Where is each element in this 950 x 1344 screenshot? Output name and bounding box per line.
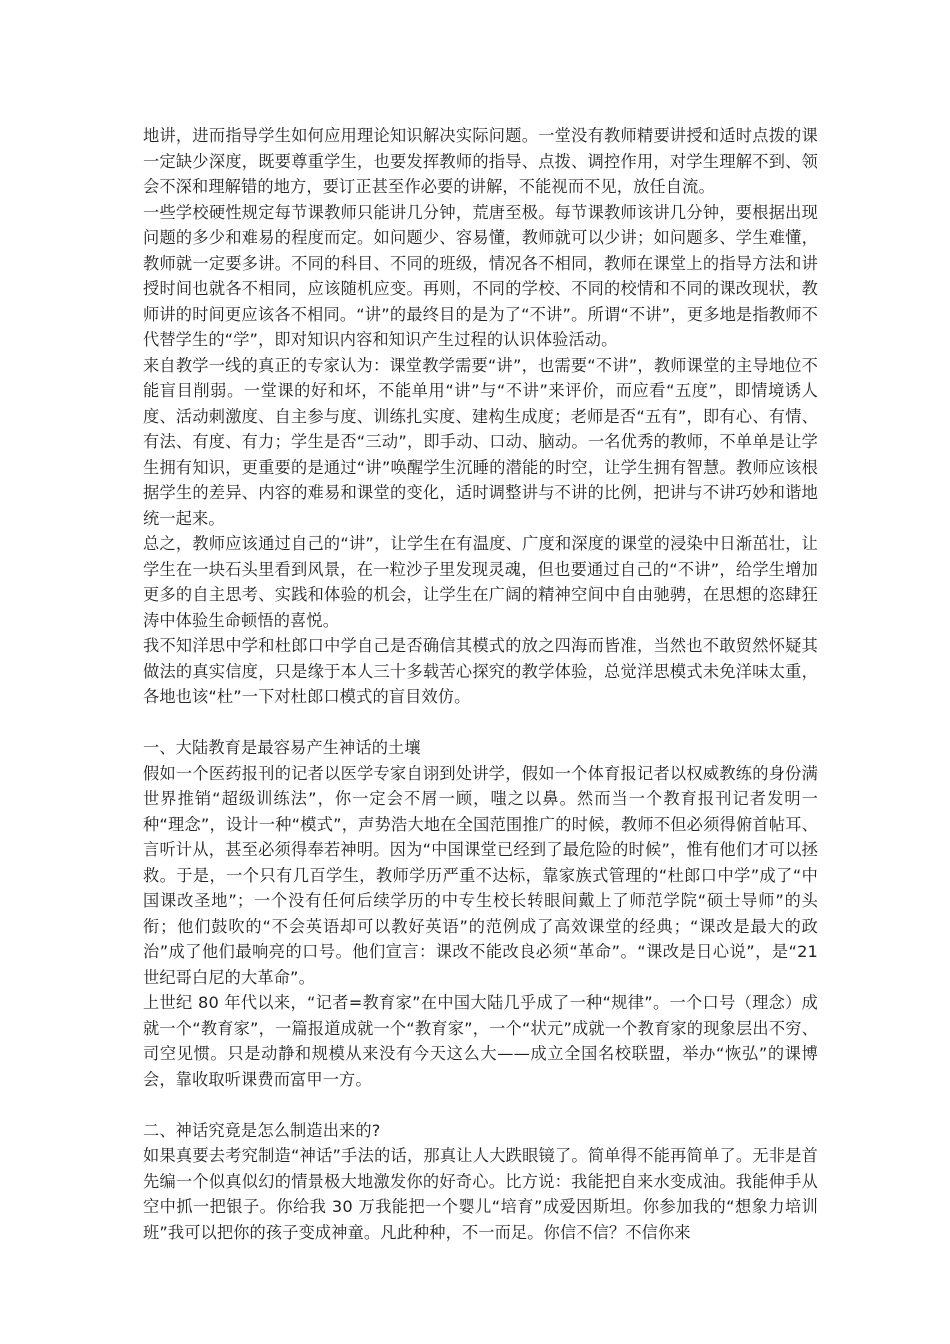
- paragraph-journalist-educator: 上世纪 80 年代以来，“记者=教育家”在中国大陆几乎成了一种“规律”。一个口号（理念）成就一个“教育家”，一篇报道成就一个“教育家”，一个“状元”成就一个教育家的现象层出不穷、司空见惯。只是动静和规模从来没有今天这么大——成立全国名校联盟，举办“恢弘”的课博会，靠收取听课费而富甲一方。: [143, 993, 818, 1089]
- paragraph-model-doubt: 我不知洋思中学和杜郎口中学自己是否确信其模式的放之四海而皆准，当然也不敢贸然怀疑其做法的真实信度，只是缘于本人三十多载苦心探究的教学体验，总觉洋思模式未免洋味太重，各地也该“杜”一下对杜郎口模式的盲目效仿。: [143, 636, 818, 706]
- paragraph-myth-making: 如果真要去考究制造“神话”手法的话，那真让人大跌眼镜了。简单得不能再简单了。无非是首先编一个似真似幻的情景极大地激发你的好奇心。比方说：我能把自来水变成油。我能伸手从空中抓一把银子。你给我 30 万我能把一个婴儿“培育”成爱因斯坦。你参加我的“想象力培训班”我可以把你的孩子变成神童。凡此种种，不一而足。你信不信？不信你来: [143, 1146, 818, 1242]
- section-spacer: [143, 710, 818, 736]
- paragraph-conclusion: 总之，教师应该通过自己的“讲”，让学生在有温度、广度和深度的课堂的浸染中日渐茁壮，让学生在一块石头里看到风景，在一粒沙子里发现灵魂，但也要通过自己的“不讲”，给学生增加更多的自主思考、实践和体验的机会，让学生在广阔的精神空间中自由驰骋，在思想的恣肆狂涛中体验生命顿悟的喜悦。: [143, 534, 818, 630]
- section-heading-2: 二、神话究竟是怎么制造出来的?: [143, 1120, 381, 1140]
- paragraph-lecture-time: 一些学校硬性规定每节课教师只能讲几分钟，荒唐至极。每节课教师该讲几分钟，要根据出现问题的多少和难易的程度而定。如问题少、容易懂，教师就可以少讲；如问题多、学生难懂，教师就一定要多讲。不同的科目、不同的班级，情况各不相同，教师在课堂上的指导方法和讲授时间也就各不相同，应该随机应变。再则，不同的学校、不同的校情和不同的课改现状，教师讲的时间更应该各不相同。“讲”的最终目的是为了“不讲”。所谓“不讲”，更多地是指教师不代替学生的“学”，即对知识内容和知识产生过程的认识体验活动。: [143, 202, 818, 349]
- paragraph-journalist-analogy: 假如一个医药报刊的记者以医学专家自诩到处讲学，假如一个体育报记者以权威教练的身份满世界推销“超级训练法”，你一定会不屑一顾，嗤之以鼻。然而当一个教育报刊记者发明一种“理念”，设计一种“模式”，声势浩大地在全国范围推广的时候，教师不但必须得俯首帖耳、言听计从，甚至必须得奉若神明。因为“中国课堂已经到了最危险的时候”，惟有他们才可以拯救。于是，一个只有几百学生，教师学历严重不达标，靠家族式管理的“杜郎口中学”成了“中国课改圣地”；一个没有任何后续学历的中专生校长转眼间戴上了师范学院“硕士导师”的头衔；他们鼓吹的“不会英语却可以教好英语”的范例成了高效课堂的经典；“课改是最大的政治”成了他们最响亮的口号。他们宣言：课改不能改良必须“革命”。“课改是日心说”，是“21 世纪哥白尼的大革命”。: [143, 763, 818, 987]
- section-heading-1: 一、大陆教育是最容易产生神话的土壤: [143, 738, 421, 757]
- paragraph-teacher-guidance: 地讲，进而指导学生如何应用理论知识解决实际问题。一堂没有教师精要讲授和适时点拨的课一定缺少深度，既要尊重学生，也要发挥教师的指导、点拨、调控作用，对学生理解不到、领会不深和理解错的地方，要订正甚至作必要的讲解，不能视而不见，放任自流。: [143, 126, 818, 196]
- paragraph-expert-view: 来自教学一线的真正的专家认为：课堂教学需要“讲”，也需要“不讲”，教师课堂的主导地位不能盲目削弱。一堂课的好和坏，不能单用“讲”与“不讲”来评价，而应看“五度”，即情境诱人度、活动刺激度、自主参与度、训练扎实度、建构生成度；老师是否“五有”，即有心、有情、有法、有度、有力；学生是否“三动”，即手动、口动、脑动。一名优秀的教师，不单单是让学生拥有知识，更重要的是通过“讲”唤醒学生沉睡的潜能的时空，让学生拥有智慧。教师应该根据学生的差异、内容的难易和课堂的变化，适时调整讲与不讲的比例，把讲与不讲巧妙和谐地统一起来。: [143, 355, 818, 528]
- section-spacer: [143, 1092, 818, 1118]
- article-body: [143, 123, 818, 1245]
